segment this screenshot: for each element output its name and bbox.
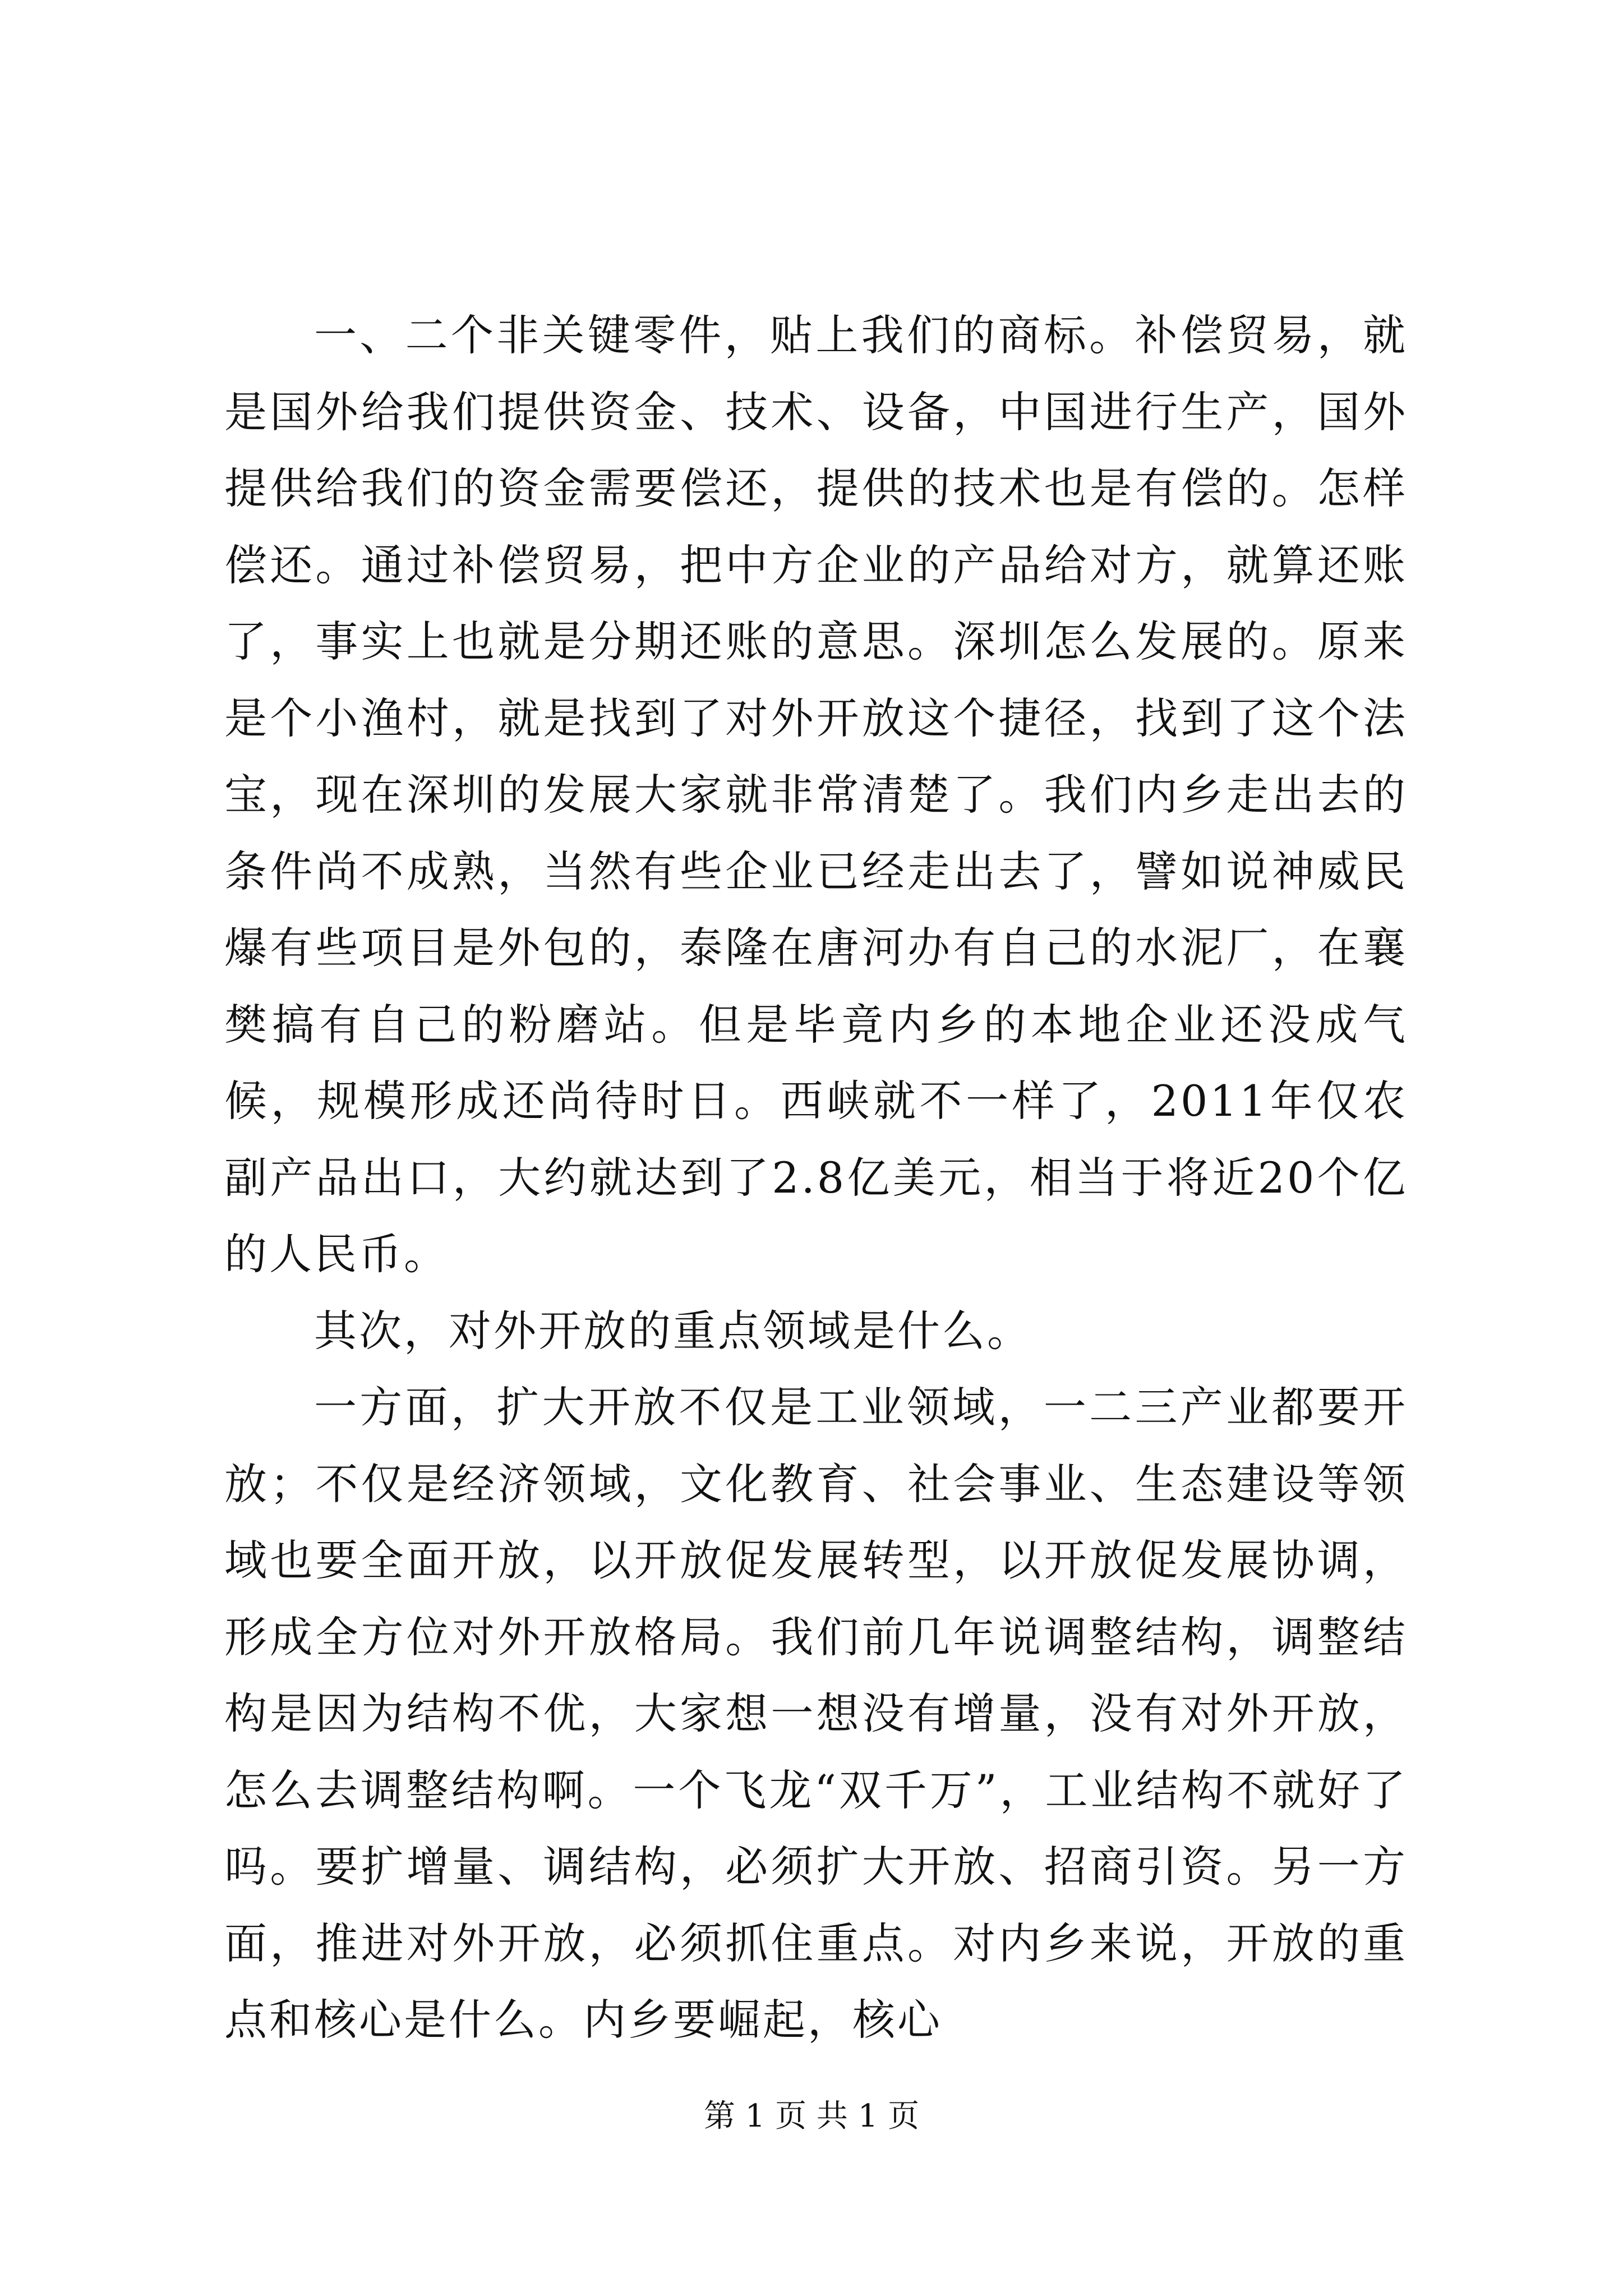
- document-body: [224, 297, 1408, 2059]
- paragraph-3: 一方面，扩大开放不仅是工业领域，一二三产业都要开放；不仅是经济领域，文化教育、社会事业、生态建设等领域也要全面开放，以开放促发展转型，以开放促发展协调，形成全方位对外开放格局。我们前几年说调整结构，调整结构是因为结构不优，大家想一想没有增量，没有对外开放，怎么去调整结构啊。一个飞龙“双千万”，工业结构不就好了吗。要扩增量、调结构，必须扩大开放、招商引资。另一方面，推进对外开放，必须抓住重点。对内乡来说，开放的重点和核心是什么。内乡要崛起，核心: [224, 1382, 1408, 2045]
- paragraph-2: 其次，对外开放的重点领域是什么。: [314, 1305, 1032, 1356]
- page-footer: 第 1 页 共 1 页: [703, 2098, 920, 2134]
- paragraph-1: 一、二个非关键零件，贴上我们的商标。补偿贸易，就是国外给我们提供资金、技术、设备，中国进行生产，国外提供给我们的资金需要偿还，提供的技术也是有偿的。怎样偿还。通过补偿贸易，把中方企业的产品给对方，就算还账了，事实上也就是分期还账的意思。深圳怎么发展的。原来是个小渔村，就是找到了对外开放这个捷径，找到了这个法宝，现在深圳的发展大家就非常清楚了。我们内乡走出去的条件尚不成熟，当然有些企业已经走出去了，譬如说神威民爆有些项目是外包的，泰隆在唐河办有自己的水泥厂，在襄樊搞有自己的粉磨站。但是毕竟内乡的本地企业还没成气候，规模形成还尚待时日。西峡就不一样了，2011年仅农副产品出口，大约就达到了2.8亿美元，相当于将近20个亿的人民币。: [224, 310, 1408, 1279]
